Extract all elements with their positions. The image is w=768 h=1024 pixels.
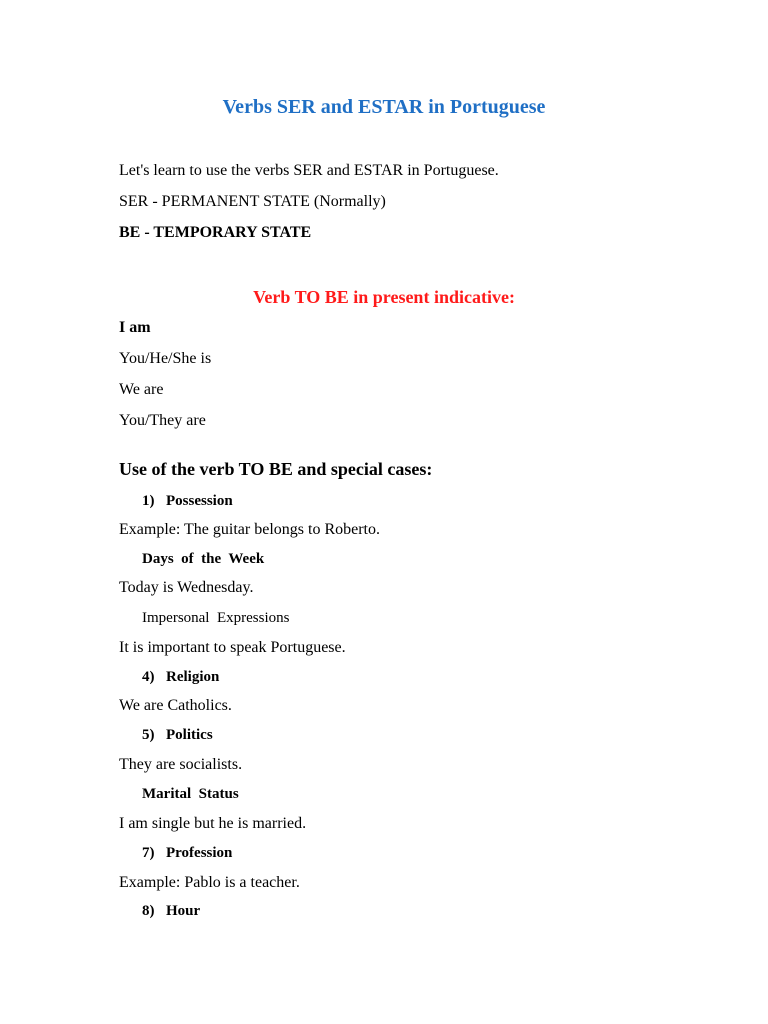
use-item-number: 8) — [142, 903, 155, 919]
use-item-label: Marital Status — [142, 786, 239, 802]
use-item-example: Example: The guitar belongs to Roberto. — [119, 521, 380, 538]
use-item-title — [142, 667, 219, 687]
use-item-number: 1) — [142, 493, 155, 509]
use-item-number: 5) — [142, 727, 155, 743]
use-item-label: Impersonal Expressions — [142, 610, 290, 626]
conjugation-row: You/They are — [119, 412, 206, 429]
conjugation-heading: Verb TO BE in present indicative: — [253, 287, 515, 307]
use-item-label: Days of the Week — [142, 551, 265, 567]
use-item-number: 4) — [142, 669, 155, 685]
use-item-example: Example: Pablo is a teacher. — [119, 874, 300, 891]
use-item-title — [142, 491, 233, 511]
use-item-label: Profession — [166, 845, 233, 861]
document-title: Verbs SER and ESTAR in Portuguese — [222, 96, 546, 118]
intro-line-2: SER - PERMANENT STATE (Normally) — [119, 193, 386, 210]
use-item-example: Today is Wednesday. — [119, 579, 254, 596]
use-item-label: Politics — [166, 727, 213, 743]
use-item-title — [142, 725, 213, 745]
uses-heading: Use of the verb TO BE and special cases: — [119, 459, 433, 479]
use-item-example: I am single but he is married. — [119, 815, 307, 832]
use-item-title — [142, 843, 232, 863]
use-item-title — [142, 784, 239, 804]
use-item-label: Religion — [166, 669, 220, 685]
use-item-title — [142, 608, 289, 628]
conjugation-row: We are — [119, 381, 164, 398]
conjugation-row: You/He/She is — [119, 350, 212, 367]
intro-line-3: BE - TEMPORARY STATE — [119, 224, 312, 241]
use-item-example: It is important to speak Portuguese. — [119, 639, 346, 656]
use-item-label: Hour — [166, 903, 201, 919]
use-item-example: They are socialists. — [119, 756, 243, 773]
use-item-example: We are Catholics. — [119, 697, 232, 714]
use-item-title — [142, 901, 200, 921]
use-item-title — [142, 549, 264, 569]
conjugation-row: I am — [119, 319, 151, 336]
intro-line-1: Let's learn to use the verbs SER and ESTAR in Portuguese. — [119, 162, 499, 179]
use-item-label: Possession — [166, 493, 233, 509]
use-item-number: 7) — [142, 845, 155, 861]
